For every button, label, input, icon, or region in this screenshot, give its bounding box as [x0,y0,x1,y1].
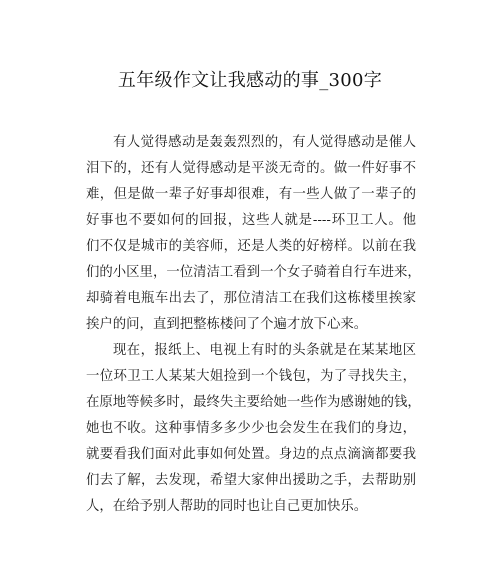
text-line: 一位环卫工人某某大姐捡到一个钱包，为了寻找失主， [86,369,416,384]
text-line: 在原地等候多时，最终失主要给她一些作为感谢她的钱， [86,395,421,410]
text-line: 挨户的问，直到把整栋楼问了个遍才放下心来。 [86,317,368,332]
text-line: 人，在给予别人帮助的同时也让自己更加快乐。 [86,499,368,514]
text-line: 泪下的，还有人觉得感动是平淡无奇的。做一件好事不 [86,161,416,176]
paragraph-1 [86,130,421,338]
text-line: 们去了解，去发现，希望大家伸出援助之手，去帮助别 [86,473,416,488]
text-line: 她也不收。这种事情多多少少也会发生在我们的身边， [86,421,416,436]
document-title: 五年级作文让我感动的事_300字 [117,70,383,91]
text-line: 好事也不要如何的回报，这些人就是----环卫工人。他 [86,213,416,228]
text-line: 现在，报纸上、电视上有时的头条就是在某某地区 [113,343,416,358]
text-line: 们不仅是城市的美容师，还是人类的好榜样。以前在我 [86,239,416,254]
text-line: 们的小区里，一位清洁工看到一个女子骑着自行车进来， [86,265,421,280]
text-line: 就要看我们面对此事如何处置。身边的点点滴滴都要我 [86,447,416,462]
text-line: 难，但是做一辈子好事却很难，有一些人做了一辈子的 [86,187,416,202]
text-line: 有人觉得感动是轰轰烈烈的，有人觉得感动是催人 [113,135,416,150]
text-line: 却骑着电瓶车出去了，那位清洁工在我们这栋楼里挨家 [86,291,416,306]
document-body [86,130,421,520]
paragraph-2 [86,338,421,520]
